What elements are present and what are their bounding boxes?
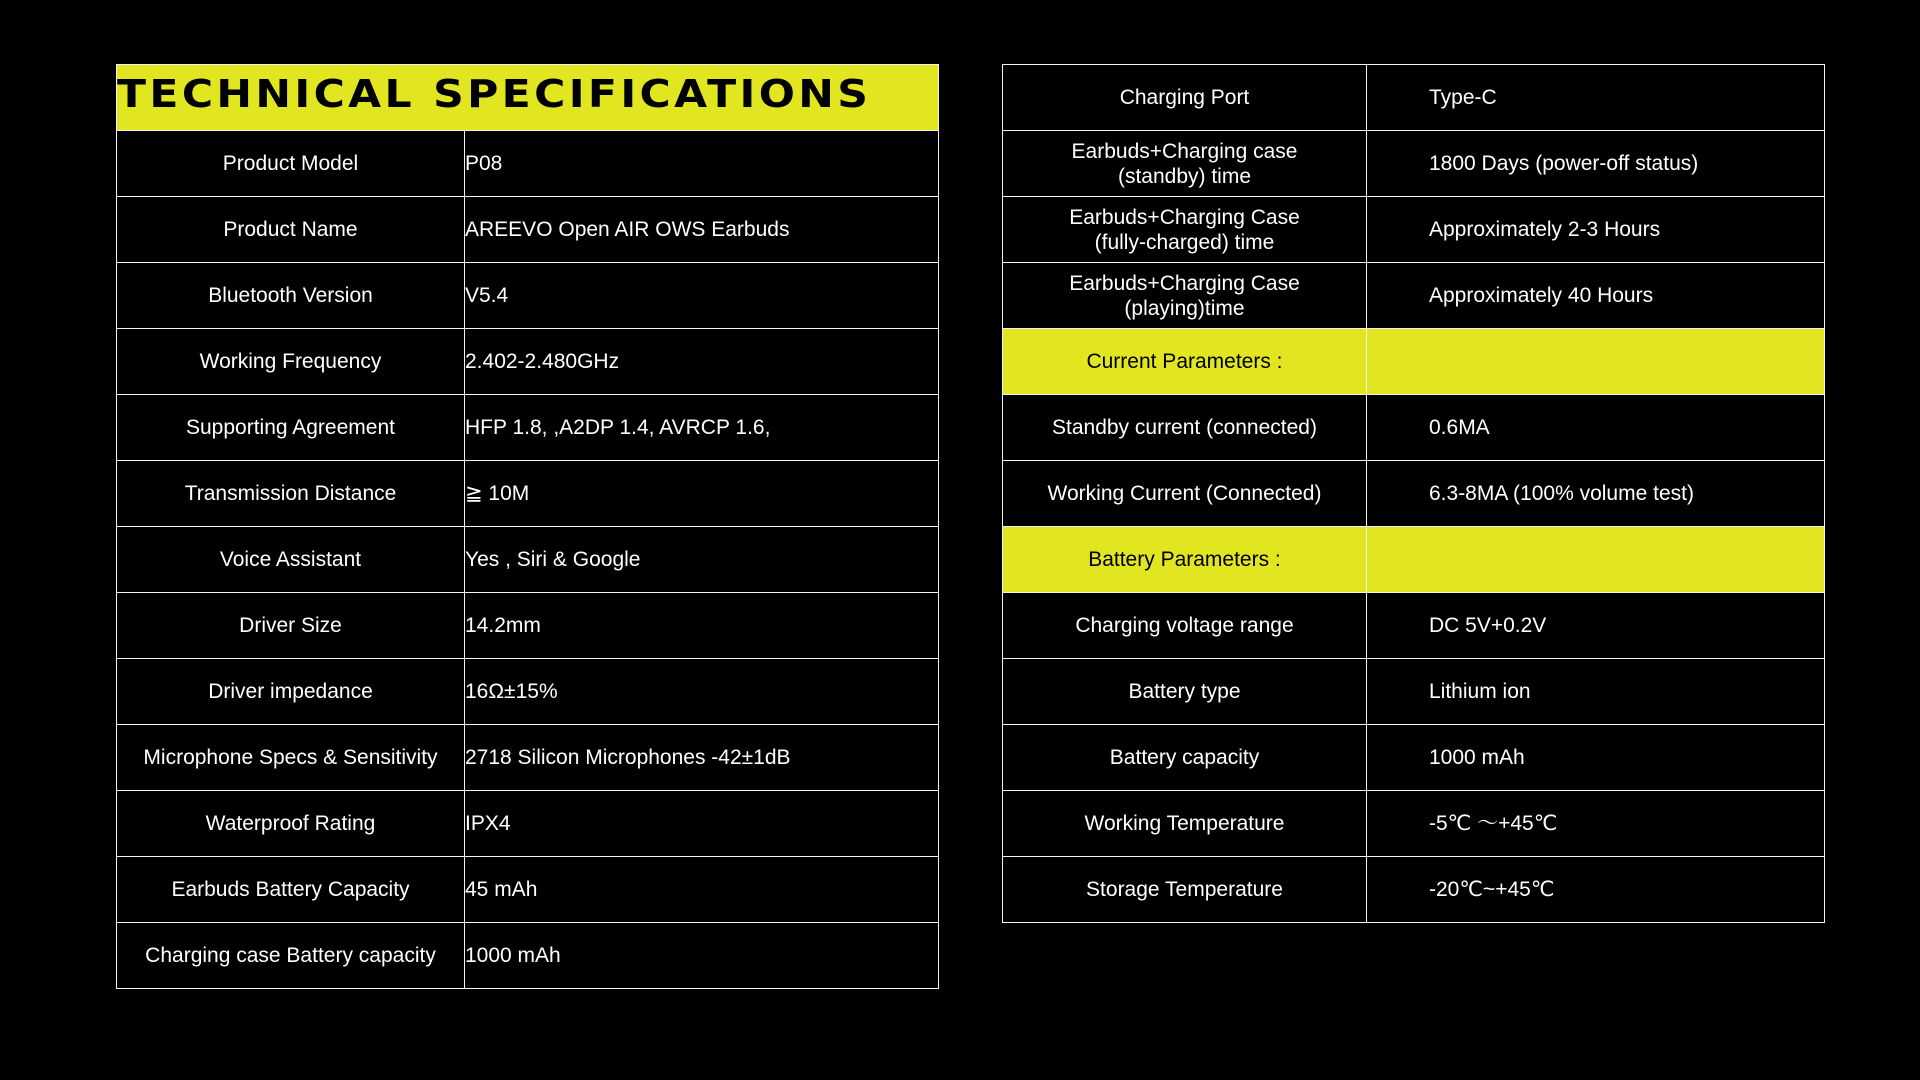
spec-label: Product Model [117, 131, 465, 197]
spec-value: V5.4 [465, 263, 939, 329]
spec-label: Supporting Agreement [117, 395, 465, 461]
spec-value: 16Ω±15% [465, 659, 939, 725]
spec-label-line: (standby) time [1117, 164, 1252, 188]
spec-row-standby-time [1003, 131, 1825, 197]
spec-row-battery-type [1003, 659, 1825, 725]
spec-row-product-name [117, 197, 939, 263]
spec-value: 1800 Days (power-off status) [1367, 131, 1825, 197]
spec-label: Working Temperature [1003, 791, 1367, 857]
spec-row-earbuds-battery [117, 857, 939, 923]
spec-value: Approximately 40 Hours [1367, 263, 1825, 329]
spec-label [1003, 197, 1367, 263]
spec-value: AREEVO Open AIR OWS Earbuds [465, 197, 939, 263]
spec-value: Lithium ion [1367, 659, 1825, 725]
spec-label: Waterproof Rating [117, 791, 465, 857]
spec-label: Charging case Battery capacity [117, 923, 465, 989]
title-row [117, 65, 939, 131]
spec-row-charging-voltage [1003, 593, 1825, 659]
spec-row-driver-impedance [117, 659, 939, 725]
spec-label [1003, 131, 1367, 197]
spec-value: DC 5V+0.2V [1367, 593, 1825, 659]
section-header-value [1367, 527, 1825, 593]
spec-value: 1000 mAh [465, 923, 939, 989]
spec-value: 2.402-2.480GHz [465, 329, 939, 395]
spec-row-working-frequency [117, 329, 939, 395]
spec-label: Voice Assistant [117, 527, 465, 593]
spec-label: Battery type [1003, 659, 1367, 725]
spec-label: Transmission Distance [117, 461, 465, 527]
spec-value: -5℃ ～+45℃ [1367, 791, 1825, 857]
spec-label: Working Current (Connected) [1003, 461, 1367, 527]
spec-value: 45 mAh [465, 857, 939, 923]
section-header-battery-parameters [1003, 527, 1825, 593]
spec-value: 0.6MA [1367, 395, 1825, 461]
spec-value: 1000 mAh [1367, 725, 1825, 791]
spec-row-charging-port [1003, 65, 1825, 131]
spec-label: Driver impedance [117, 659, 465, 725]
spec-value: 2718 Silicon Microphones -42±1dB [465, 725, 939, 791]
spec-value: HFP 1.8, ,A2DP 1.4, AVRCP 1.6, [465, 395, 939, 461]
spec-label: Working Frequency [117, 329, 465, 395]
page-title: TECHNICAL SPECIFICATIONS [117, 72, 872, 116]
section-header-value [1367, 329, 1825, 395]
title-cell [117, 65, 939, 131]
spec-row-transmission-distance [117, 461, 939, 527]
spec-label [1003, 263, 1367, 329]
spec-value: P08 [465, 131, 939, 197]
spec-label-line: (fully-charged) time [1094, 230, 1275, 254]
spec-row-playing-time [1003, 263, 1825, 329]
spec-label: Charging voltage range [1003, 593, 1367, 659]
spec-value: Approximately 2-3 Hours [1367, 197, 1825, 263]
spec-row-voice-assistant [117, 527, 939, 593]
spec-label: Earbuds Battery Capacity [117, 857, 465, 923]
spec-value: Type-C [1367, 65, 1825, 131]
spec-row-driver-size [117, 593, 939, 659]
spec-label: Battery capacity [1003, 725, 1367, 791]
spec-label-line: Earbuds+Charging Case [1069, 205, 1300, 229]
spec-label: Charging Port [1003, 65, 1367, 131]
spec-row-fully-charged-time [1003, 197, 1825, 263]
spec-label: Standby current (connected) [1003, 395, 1367, 461]
spec-row-waterproof-rating [117, 791, 939, 857]
spec-row-storage-temperature [1003, 857, 1825, 923]
spec-value: 6.3-8MA (100% volume test) [1367, 461, 1825, 527]
section-header-label: Current Parameters : [1003, 329, 1367, 395]
spec-label-line: Earbuds+Charging case [1071, 139, 1298, 163]
spec-label: Storage Temperature [1003, 857, 1367, 923]
spec-value: -20℃~+45℃ [1367, 857, 1825, 923]
technical-specifications-table [116, 64, 939, 989]
spec-value: ≧ 10M [465, 461, 939, 527]
parameters-table [1002, 64, 1825, 923]
spec-row-standby-current [1003, 395, 1825, 461]
spec-row-supporting-agreement [117, 395, 939, 461]
spec-row-microphone [117, 725, 939, 791]
spec-row-working-current [1003, 461, 1825, 527]
spec-label: Microphone Specs & Sensitivity [117, 725, 465, 791]
section-header-label: Battery Parameters : [1003, 527, 1367, 593]
spec-label-line: (playing)time [1124, 296, 1245, 320]
spec-label: Bluetooth Version [117, 263, 465, 329]
spec-row-battery-capacity [1003, 725, 1825, 791]
spec-value: Yes , Siri & Google [465, 527, 939, 593]
spec-value: IPX4 [465, 791, 939, 857]
section-header-current-parameters [1003, 329, 1825, 395]
spec-label: Driver Size [117, 593, 465, 659]
spec-row-bluetooth-version [117, 263, 939, 329]
spec-value: 14.2mm [465, 593, 939, 659]
spec-row-product-model [117, 131, 939, 197]
spec-row-working-temperature [1003, 791, 1825, 857]
spec-row-case-battery [117, 923, 939, 989]
spec-label: Product Name [117, 197, 465, 263]
spec-label-line: Earbuds+Charging Case [1069, 271, 1300, 295]
